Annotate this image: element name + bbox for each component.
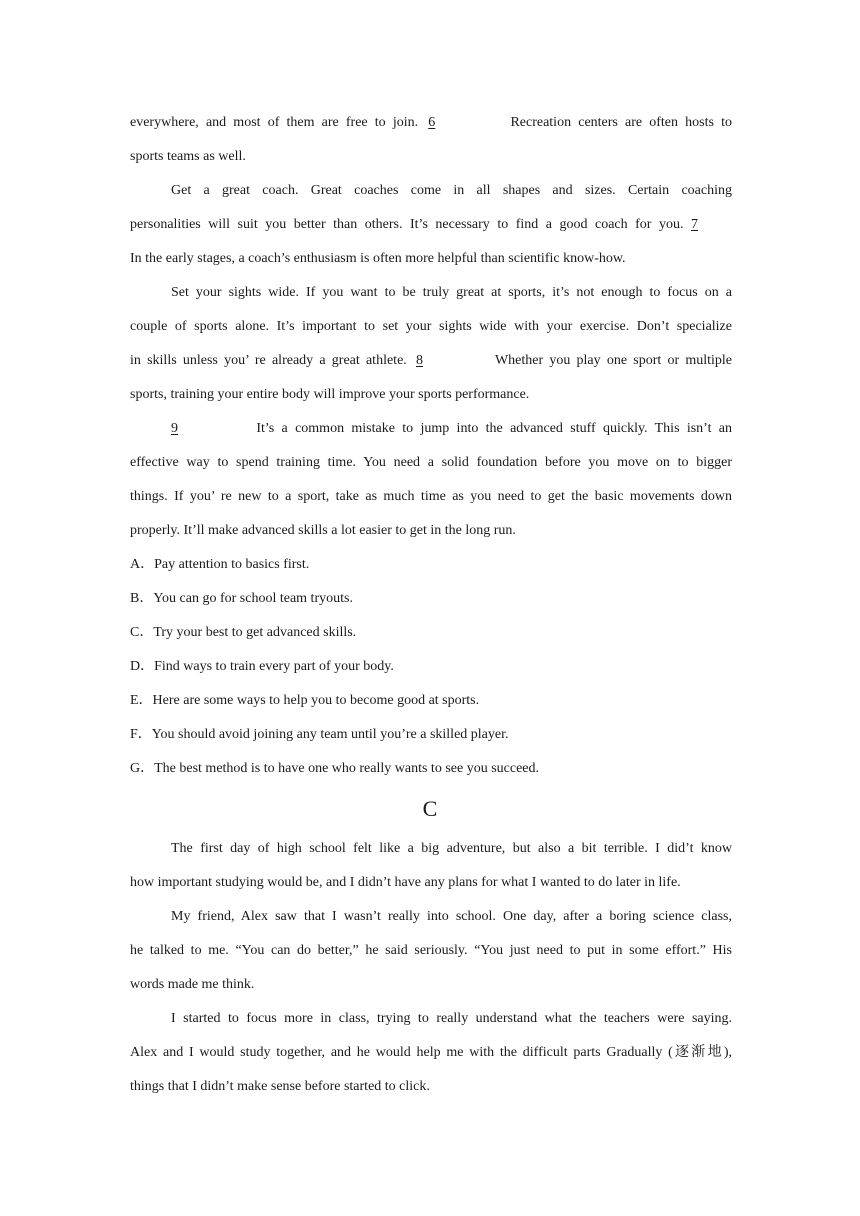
option-c: C．Try your best to get advanced skills. (130, 625, 357, 640)
blank-8: 8 (415, 353, 423, 368)
paragraph-line: My friend, Alex saw that I wasn’t really into school. One day, after a boring science class, (171, 909, 732, 924)
blank-7: 7 (691, 217, 698, 232)
paragraph-line: The first day of high school felt like a big adventure, but also a bit terrible. I did’t know (171, 841, 732, 856)
option-b: B．You can go for school team tryouts. (130, 591, 353, 606)
paragraph-line (130, 412, 732, 446)
text-segment: Recreation centers are often hosts to (510, 115, 732, 130)
paragraph-line: I started to focus more in class, trying to really understand what the teachers were saying. (171, 1011, 732, 1026)
text-segment: in skills unless you’ re already a great athlete. (130, 353, 407, 368)
option-a: A．Pay attention to basics first. (130, 557, 310, 572)
text-line: sports teams as well. (130, 149, 246, 164)
text-line: Alex and I would study together, and he would help me with the difficult parts Gradually (逐渐地), (130, 1045, 732, 1060)
text-line: how important studying would be, and I didn’t have any plans for what I wanted to do later in life. (130, 875, 681, 890)
text-line: things that I didn’t make sense before started to click. (130, 1079, 430, 1094)
text-line: sports, training your entire body will improve your sports performance. (130, 387, 530, 402)
section-heading: C (422, 796, 438, 821)
text-segment: everywhere, and most of them are free to join. (130, 115, 419, 130)
text-line: words made me think. (130, 977, 255, 992)
text-segment: Whether you play one sport or multiple (494, 353, 732, 368)
text-line: things. If you’ re new to a sport, take as much time as you need to get the basic movements down (130, 489, 732, 504)
text-line: In the early stages, a coach’s enthusiasm is often more helpful than scientific know-how. (130, 251, 626, 266)
paragraph-line: Get a great coach. Great coaches come in all shapes and sizes. Certain coaching (171, 183, 732, 198)
option-d: D．Find ways to train every part of your body. (130, 659, 394, 674)
text-line (130, 208, 732, 242)
option-g: G．The best method is to have one who really wants to see you succeed. (130, 761, 540, 776)
text-segment: It’s a common mistake to jump into the advanced stuff quickly. This isn’t an (256, 421, 732, 436)
text-line: he talked to me. “You can do better,” he said seriously. “You just need to put in some effort.” His (130, 943, 732, 958)
paragraph-line: Set your sights wide. If you want to be truly great at sports, it’s not enough to focus on a (171, 285, 732, 300)
option-f: F．You should avoid joining any team until you’re a skilled player. (130, 727, 509, 742)
option-e: E．Here are some ways to help you to become good at sports. (130, 693, 480, 708)
text-line: couple of sports alone. It’s important to set your sights wide with your exercise. Don’t specialize (130, 319, 732, 334)
text-line (130, 344, 732, 378)
blank-6: 6 (428, 115, 436, 130)
text-line: properly. It’ll make advanced skills a lot easier to get in the long run. (130, 523, 516, 538)
blank-9: 9 (171, 421, 178, 436)
text-segment: personalities will suit you better than others. It’s necessary to find a good coach for you. (130, 217, 684, 232)
text-line (130, 106, 732, 140)
text-line: effective way to spend training time. You need a solid foundation before you move on to bigger (130, 455, 732, 470)
